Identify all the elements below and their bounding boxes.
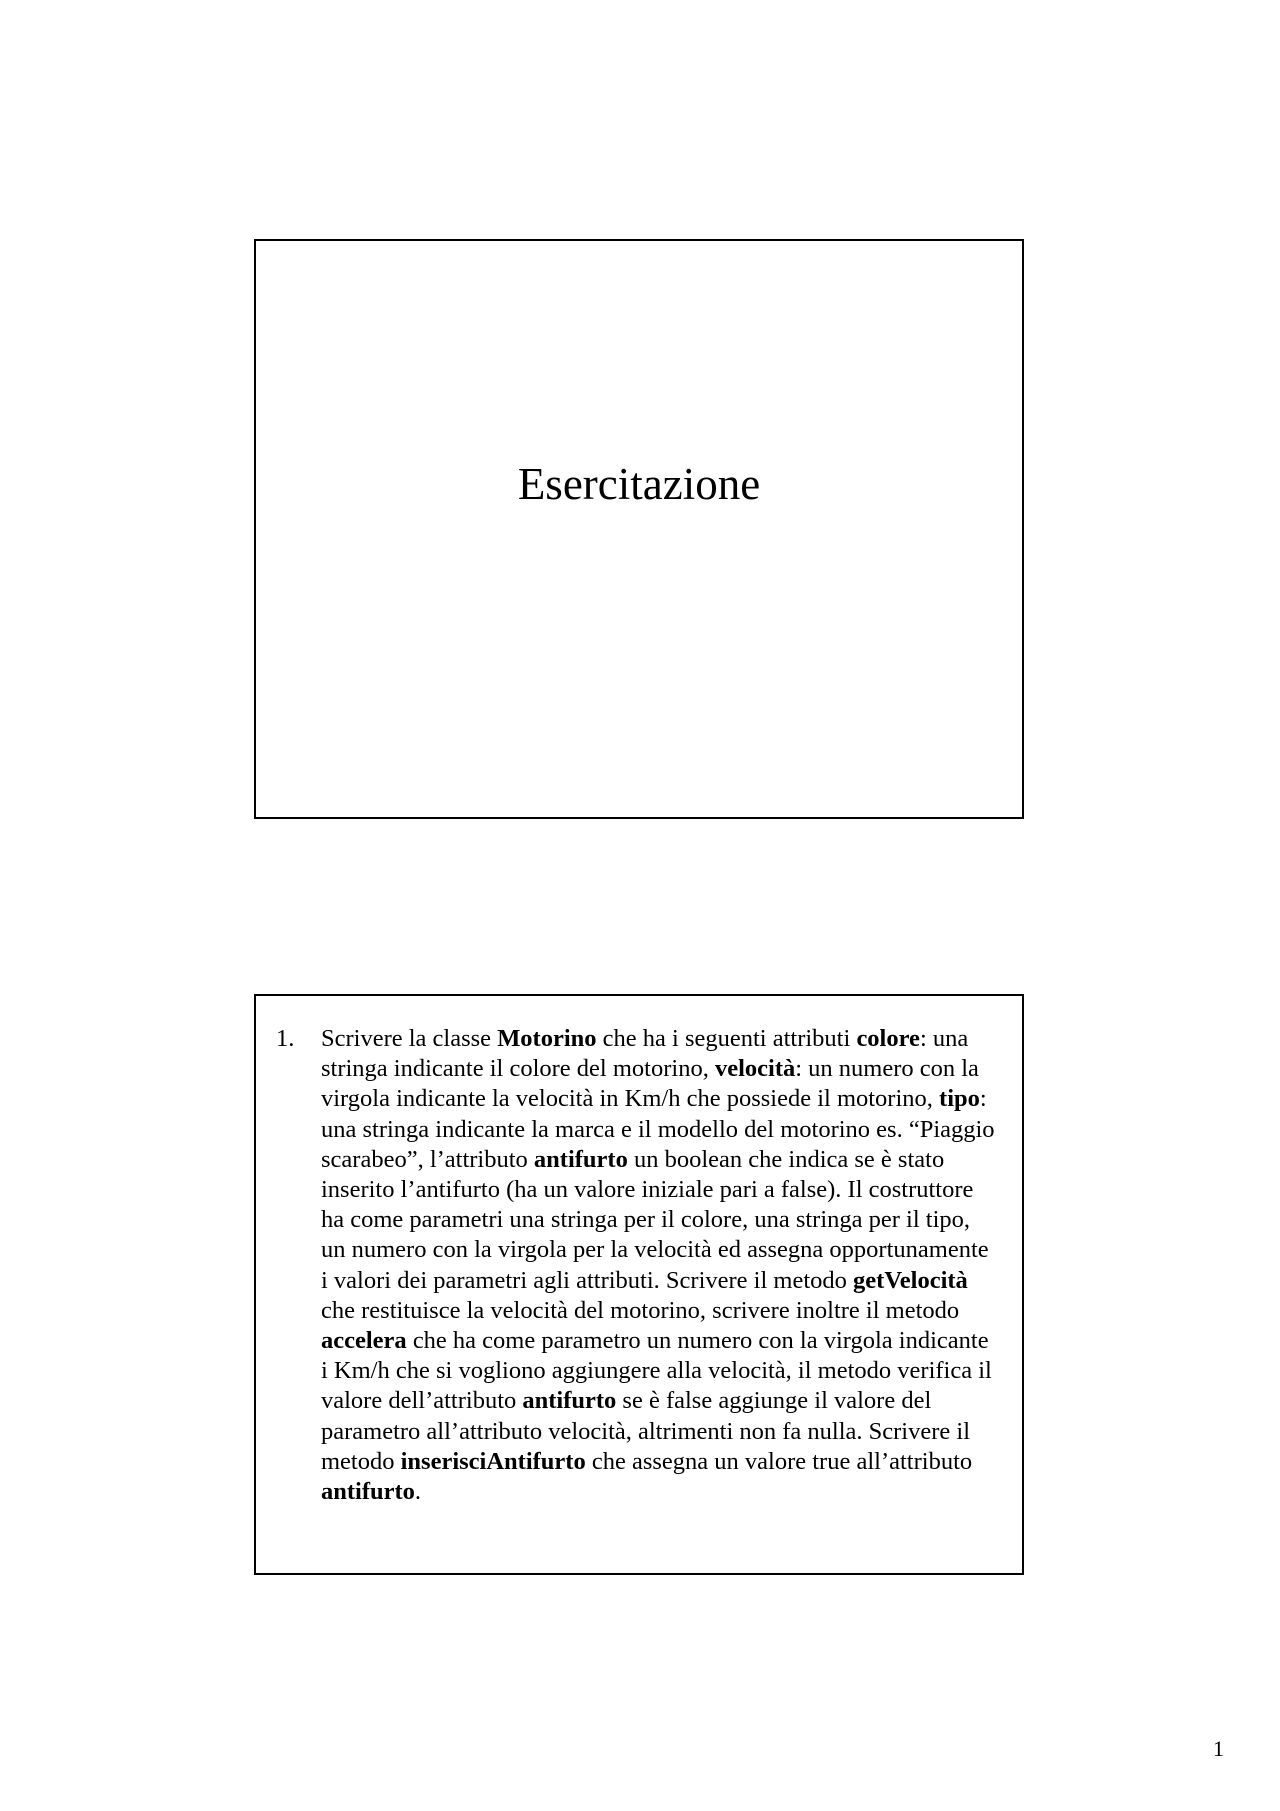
slide-exercise-frame [254,994,1024,1575]
text-segment: che ha i seguenti attributi [596,1025,857,1052]
keyword-method: inserisciAntifurto [400,1447,586,1475]
keyword-attribute: antifurto [533,1145,628,1173]
text-segment: : un numero con la virgola indicante la velocità in Km/h che possiede il motorino, [321,1055,979,1113]
exercise-list [276,1024,1000,1507]
text-segment: che restituisce la velocità del motorino, scrivere inoltre il metodo [321,1296,960,1324]
page-number: 1 [1213,1736,1224,1761]
keyword-attribute: tipo [939,1085,980,1113]
text-segment: : una stringa indicante la marca e il modello del motorino es. “Piaggio scarabeo”, l’attributo [321,1085,995,1173]
text-segment: un boolean che indica se è stato inserito l’antifurto (ha un valore iniziale pari a false). Il costruttore ha come parametri una stringa per il colore, una stringa per il tipo, un numero con la virgola per la velocità ed assegna opportunamente i valori dei parametri agli attributi. Scrivere il metodo [321,1145,989,1294]
text-segment: Scrivere la classe [321,1025,498,1052]
keyword-method: accelera [321,1327,407,1355]
text-segment: se è false aggiunge il valore del parametro all’attributo velocità, altrimenti non fa nulla. Scrivere il metodo [321,1387,971,1475]
keyword-class-name: Motorino [497,1025,597,1052]
slide-title: Esercitazione [517,459,761,509]
keyword-attribute: colore [856,1025,920,1052]
exercise-item [276,1024,1000,1507]
slide-title-frame [254,239,1024,819]
text-segment: che ha come parametro un numero con la virgola indicante i Km/h che si vogliono aggiungere alla velocità, il metodo verifica il valore dell’attributo [321,1327,992,1415]
item-number: 1. [276,1025,295,1052]
keyword-attribute: velocità [714,1055,796,1083]
text-segment: : una stringa indicante il colore del motorino, [321,1025,969,1083]
text-segment: . [414,1478,422,1506]
keyword-method: getVelocità [853,1266,968,1294]
keyword-attribute: antifurto [522,1387,617,1415]
text-segment: che assegna un valore true all’attributo [585,1447,973,1475]
keyword-attribute: antifurto [321,1478,415,1506]
exercise-text [321,1025,995,1505]
